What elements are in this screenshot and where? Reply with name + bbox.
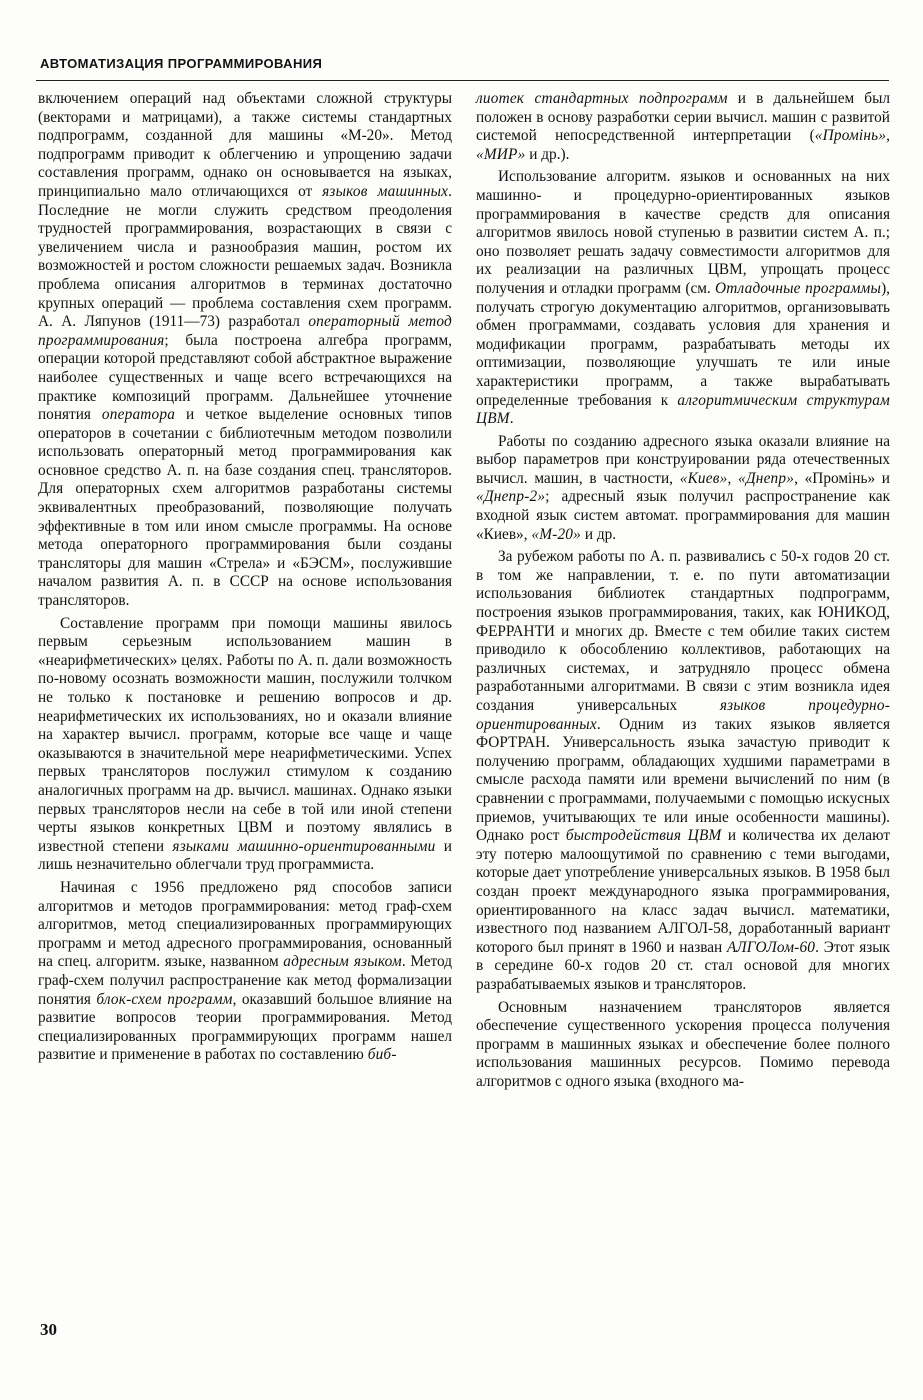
paragraph: включением операций над объектами сложной структуры (векторами и матрицами), а также системы стандартных подпрограмм, созданной для машины «М-20». Метод подпрограмм приводит к облегчению и упрощению задачи составления программ, однако он основывается на языках, принципиально мало отличающихся от языков машинных. Последние не могли служить средством преодоления трудностей программирования, возрастающих в связи с увеличением числа и разнообразия машин, ростом их возможностей и ростом сложности решаемых задач. Возникла проблема описания алгоритмов в терминах достаточно крупных операций — проблема составления схем программ. А. А. Ляпунов (1911—73) разработал операторный метод программирования; была построена алгебра программ, операции которой представляют собой абстрактное выражение наиболее существенных и чаще всего встречающихся на практике композиций программ. Дальнейшее уточнение понятия оператора и четкое выделение основных типов операторов в сочетании с библиотечным методом позволили использовать операторный метод программирования как основное средство А. п. на базе создания спец. трансляторов. Для операторных схем алгоритмов разработаны системы эквивалентных преобразований, позволяющие получать эффективные в том или ином смысле программы. На основе метода операторного программирования были созданы трансляторы для машин «Стрела» и «БЭСМ», послужившие началом развития А. п. в СССР на основе использования трансляторов. bbox=[38, 90, 452, 610]
running-header: АВТОМАТИЗАЦИЯ ПРОГРАММИРОВАНИЯ bbox=[40, 56, 323, 71]
right-column bbox=[476, 90, 890, 1091]
paragraph: лиотек стандартных подпрограмм и в дальнейшем был положен в основу разработки серии вычисл. машин с развитой системой непосредственной интерпретации («Промінь», «МИР» и др.). bbox=[476, 90, 890, 163]
paragraph: Использование алгоритм. языков и основанных на них машинно- и процедурно-ориентированных языков программирования в качестве средств для описания алгоритмов явилось новой ступенью в развитии систем А. п.; оно позволяет решать задачу совместимости алгоритмов для их реализации на различных ЦВМ, упрощать процесс получения и отладки программ (см. Отладочные программы), получать строгую документацию алгоритмов, организовывать обмен программами, создавать условия для хранения и модификации программ, разрабатывать методы их оптимизации, позволяющие улучшать те или иные характеристики программ, а также вырабатывать определенные требования к алгоритмическим структурам ЦВМ. bbox=[476, 168, 891, 428]
paragraph: За рубежом работы по А. п. развивались с 50-х годов 20 ст. в том же направлении, т. е. по пути автоматизации использования библиотек стандартных подпрограмм, построения языков программирования, таких, как ЮНИКОД, ФЕРРАНТИ и многих др. Вместе с тем обилие таких систем приводило к обособлению коллективов, работающих на различных системах, и затрудняло процесс обмена разработанными алгоритмами. В связи с этим возникла идея создания универсальных языков процедурно-ориентированных. Одним из таких языков является ФОРТРАН. Универсальность языка зачастую приводит к получению программ, обладающих худшими параметрами в смысле расхода памяти или времени вычислений по ним (в сравнении с программами, получаемыми с помощью искусных приемов, учитывающих те или иные особенности машины). Однако рост быстродействия ЦВМ и количества их делают эту потерю малоощутимой по сравнению с теми выгодами, которые дает употребление универсальных языков. В 1958 был создан проект международного языка программирования, ориентированного на класс задач вычисл. математики, известного под названием АЛГОЛ-58, доработанный вариант которого был принят в 1960 и назван АЛГОЛом-60. Этот язык в середине 60-х годов 20 ст. стал основой для многих разрабатываемых языков и трансляторов. bbox=[476, 548, 891, 993]
paragraph: Работы по созданию адресного языка оказали влияние на выбор параметров при конструировании ряда отечественных вычисл. машин, в частности, «Киев», «Днепр», «Промінь» и «Днепр-2»; адресный язык получил распространение как входной язык систем автомат. программирования для машин «Киев», «М-20» и др. bbox=[476, 432, 890, 543]
paragraph: Составление программ при помощи машины явилось первым серьезным использованием машин в «неарифметических» целях. Работы по А. п. дали возможность по-новому осознать возможности машин, послужили толчком не только к постановке и решению вопросов и др. неарифметических их использованиях, но и оказали влияние на характер вычисл. программ, которые все чаще и чаще оказываются в значительной мере неарифметическими. Успех первых трансляторов послужил стимулом к созданию аналогичных программ на др. вычисл. машинах. Однако языки первых трансляторов несли на себе в той или иной степени черты языков конкретных ЦВМ и поэтому являлись в известной степени языками машинно-ориентированными и лишь незначительно облегчали труд программиста. bbox=[38, 614, 452, 874]
page-number: 30 bbox=[40, 1320, 57, 1339]
left-column bbox=[38, 90, 452, 1065]
paragraph: Основным назначением трансляторов является обеспечение существенного ускорения процесса получения программ в машинных языках и обеспечение более полного использования машинных ресурсов. Помимо перевода алгоритмов с одного языка (входного ма- bbox=[476, 998, 890, 1090]
header-rule bbox=[36, 80, 889, 81]
paragraph: Начиная с 1956 предложено ряд способов записи алгоритмов и методов программирования: метод граф-схем алгоритмов, метод специализированных программирующих программ и метод адресного программирования, основанный на спец. алгоритм. языке, названном адресным языком. Метод граф-схем получил распространение как метод формализации понятия блок-схем программ, оказавший большое влияние на развитие вопросов теории программирования. Метод специализированных программирующих программ нашел развитие и применение в работах по составлению биб- bbox=[38, 878, 452, 1064]
